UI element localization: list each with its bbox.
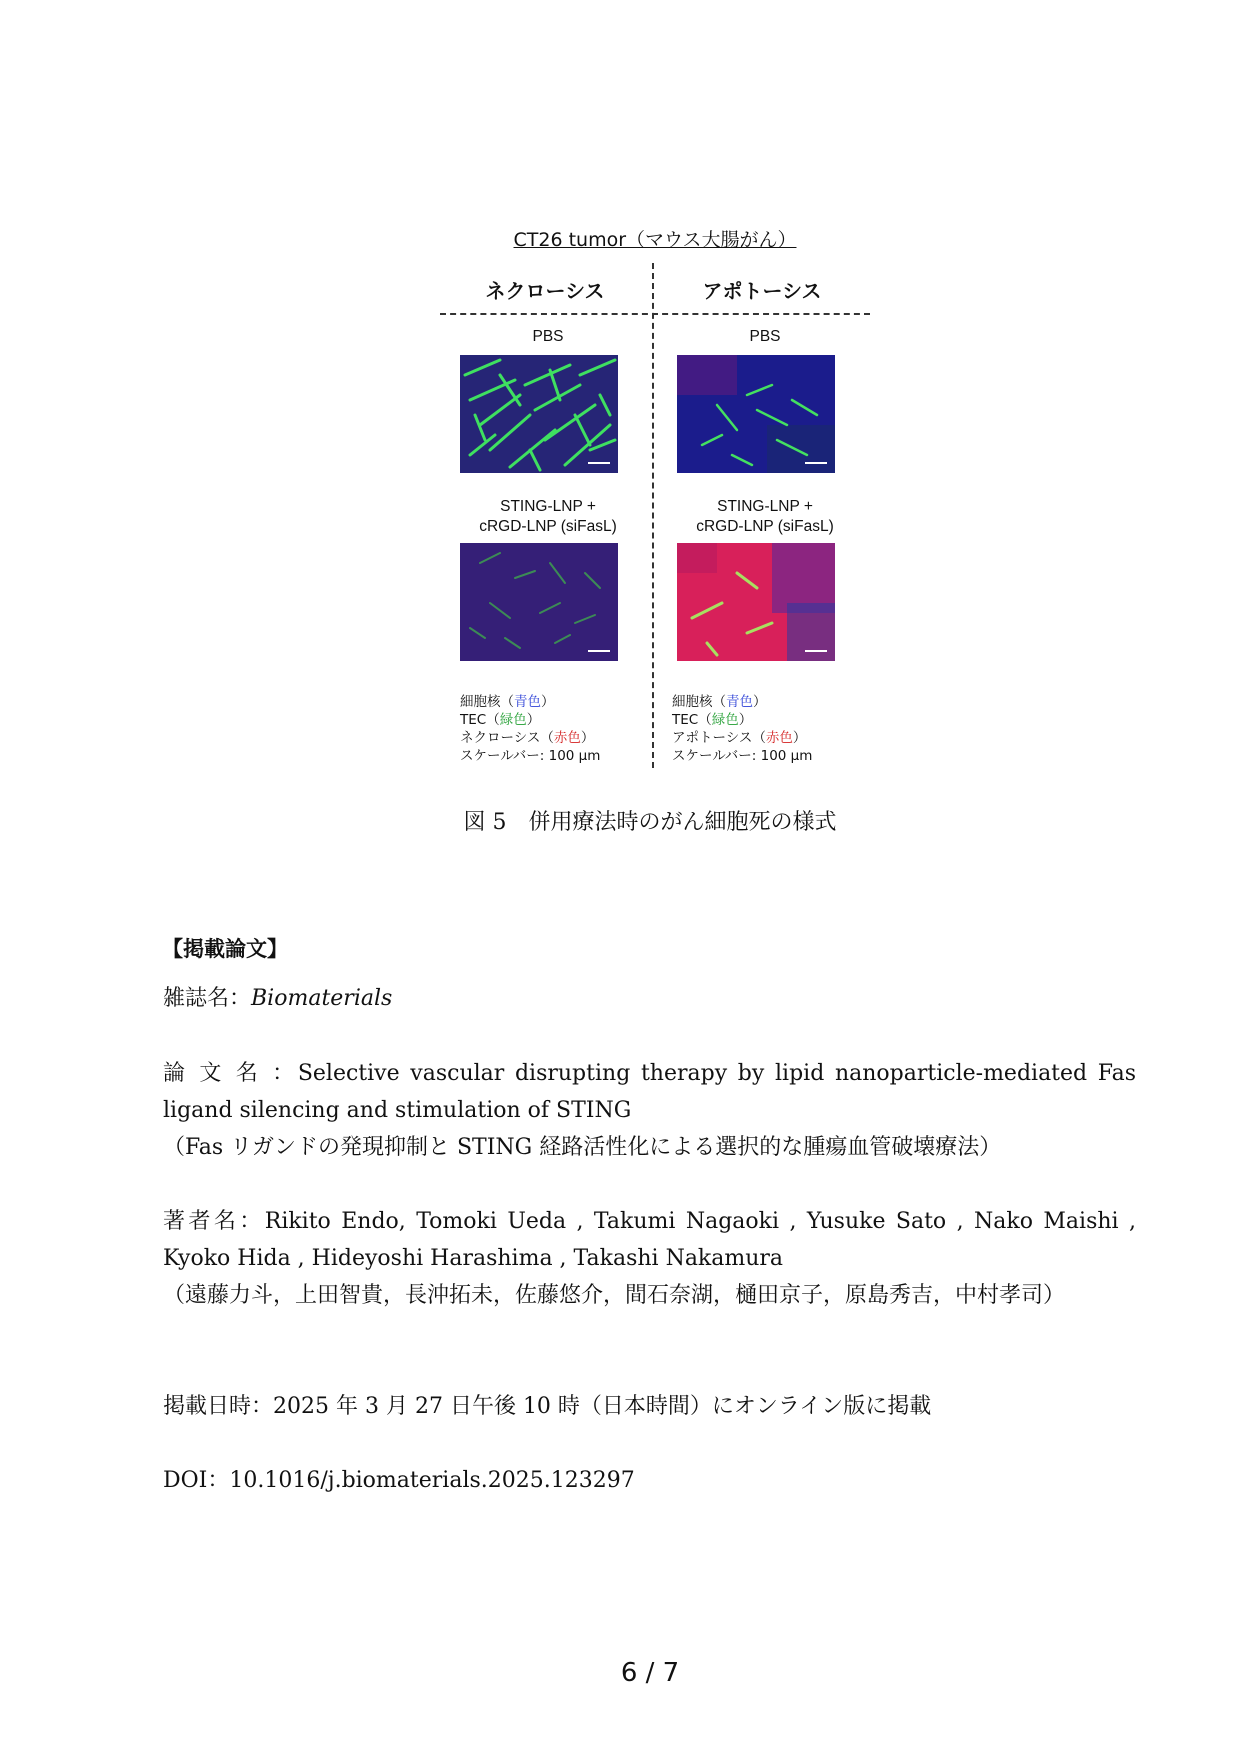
legend-tec-row: TEC（緑色） bbox=[672, 712, 753, 728]
paper-title-ja: （Fas リガンドの発現抑制と STING 経路活性化による選択的な腫瘍血管破壊療法） bbox=[163, 1135, 1002, 1160]
journal-name: Biomaterials bbox=[251, 986, 393, 1011]
authors-block bbox=[163, 1203, 1136, 1314]
legend-scale: スケールバー: 100 μm bbox=[672, 748, 813, 764]
legend-green: 緑色 bbox=[711, 712, 739, 728]
paper-title-label: 論 文 名 ： bbox=[163, 1061, 298, 1086]
column-heading-apoptosis: アポトーシス bbox=[702, 279, 822, 303]
page-number: 6 / 7 bbox=[620, 1658, 680, 1688]
horizontal-divider bbox=[440, 313, 870, 315]
authors-label: 著者名： bbox=[163, 1209, 265, 1234]
panel-label-necrosis-treatment-line1: STING-LNP + bbox=[500, 498, 596, 515]
micrograph-necrosis-treatment bbox=[460, 543, 618, 661]
legend-death-label: アポトーシス bbox=[672, 730, 753, 746]
legend-blue: 青色 bbox=[514, 694, 541, 710]
micrograph-necrosis-pbs bbox=[460, 355, 618, 473]
section-heading: 【掲載論文】 bbox=[162, 937, 288, 961]
panel-label-apoptosis-pbs: PBS bbox=[749, 328, 781, 345]
legend-tec-row: TEC（緑色） bbox=[460, 712, 541, 728]
figure-5 bbox=[440, 215, 870, 775]
paper-title-block bbox=[163, 1055, 1136, 1166]
authors-text: Rikito Endo, Tomoki Ueda , Takumi Nagaoki , Yusuke Sato , Nako Maishi , Kyoko Hida , Hideyoshi Harashima , Takashi Nakamura bbox=[163, 1209, 1136, 1271]
panel-label-apoptosis-treatment-line2: cRGD-LNP (siFasL) bbox=[696, 518, 834, 535]
legend-red: 赤色 bbox=[765, 730, 793, 746]
legend-nucleus-row: 細胞核（青色） bbox=[672, 694, 767, 710]
legend-necrosis bbox=[460, 693, 660, 765]
legend-death-row: ネクローシス（赤色） bbox=[460, 730, 595, 746]
legend-apoptosis bbox=[672, 693, 872, 765]
authors-ja: （遠藤力斗，上田智貴，長沖拓未，佐藤悠介，間石奈湖，樋田京子，原島秀吉，中村孝司） bbox=[163, 1283, 1066, 1308]
legend-tec-label: TEC bbox=[672, 712, 699, 728]
figure-title: CT26 tumor（マウス大腸がん） bbox=[513, 229, 797, 251]
paper-title-text: Selective vascular disrupting therapy by lipid nanoparticle-mediated Fas ligand silencing and stimulation of STING bbox=[163, 1061, 1136, 1123]
legend-death-row: アポトーシス（赤色） bbox=[672, 730, 807, 746]
panel-label-apoptosis-treatment-line1: STING-LNP + bbox=[717, 498, 813, 515]
doi: DOI：10.1016/j.biomaterials.2025.123297 bbox=[163, 1468, 635, 1493]
legend-death-label: ネクローシス bbox=[460, 730, 541, 746]
publication-date: 掲載日時：2025 年 3 月 27 日午後 10 時（日本時間）にオンライン版に掲載 bbox=[163, 1394, 932, 1419]
authors-en bbox=[163, 1203, 1136, 1277]
micrograph-apoptosis-treatment bbox=[677, 543, 835, 661]
journal-line bbox=[163, 980, 1136, 1017]
journal-label: 雑誌名： bbox=[163, 986, 252, 1011]
legend-nucleus-row: 細胞核（青色） bbox=[460, 694, 555, 710]
figure-caption: 図 5 併用療法時のがん細胞死の様式 bbox=[463, 810, 837, 835]
panel-label-necrosis-treatment-line2: cRGD-LNP (siFasL) bbox=[479, 518, 617, 535]
legend-scale: スケールバー: 100 μm bbox=[460, 748, 601, 764]
micrograph-apoptosis-pbs bbox=[677, 355, 835, 473]
legend-nucleus-label: 細胞核 bbox=[672, 694, 713, 710]
legend-blue: 青色 bbox=[726, 694, 753, 710]
paper-title-en bbox=[163, 1055, 1136, 1129]
legend-red: 赤色 bbox=[553, 730, 581, 746]
column-heading-necrosis: ネクローシス bbox=[485, 279, 605, 303]
legend-green: 緑色 bbox=[499, 712, 527, 728]
panel-label-necrosis-pbs: PBS bbox=[532, 328, 564, 345]
legend-nucleus-label: 細胞核 bbox=[460, 694, 501, 710]
legend-tec-label: TEC bbox=[460, 712, 487, 728]
